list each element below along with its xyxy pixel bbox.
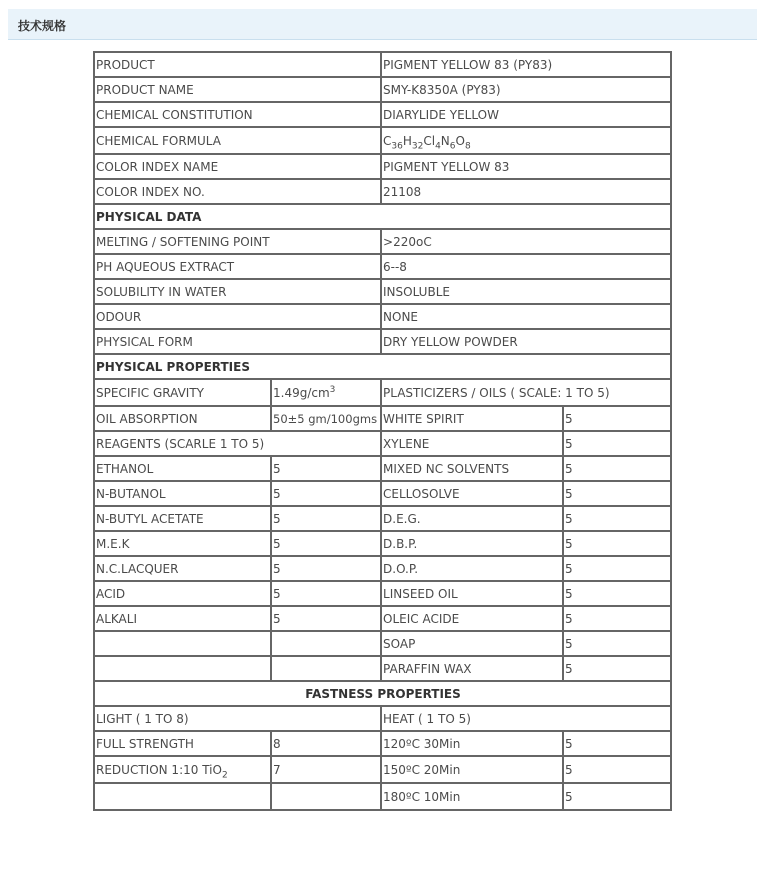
spec-row bbox=[94, 481, 671, 506]
spec-label: SOLUBILITY IN WATER bbox=[94, 279, 381, 304]
oil-name: LINSEED OIL bbox=[381, 581, 563, 606]
spec-row bbox=[94, 783, 671, 810]
spec-row bbox=[94, 556, 671, 581]
spec-value: PIGMENT YELLOW 83 (PY83) bbox=[381, 52, 671, 77]
spec-label: PRODUCT NAME bbox=[94, 77, 381, 102]
spec-label: CHEMICAL CONSTITUTION bbox=[94, 102, 381, 127]
oil-absorption-label: OIL ABSORPTION bbox=[94, 406, 271, 431]
oil-name: CELLOSOLVE bbox=[381, 481, 563, 506]
oil-name: D.E.G. bbox=[381, 506, 563, 531]
spec-value: 6--8 bbox=[381, 254, 671, 279]
spec-value: SMY-K8350A (PY83) bbox=[381, 77, 671, 102]
reagent-name: ALKALI bbox=[94, 606, 271, 631]
spec-row bbox=[94, 606, 671, 631]
reagent-value: 5 bbox=[271, 531, 381, 556]
spec-row bbox=[94, 406, 671, 431]
heat-heading: HEAT ( 1 TO 5) bbox=[381, 706, 671, 731]
spec-row bbox=[94, 102, 671, 127]
specific-gravity-value: $1.49g/cm^3$ bbox=[271, 379, 381, 406]
light-value bbox=[271, 783, 381, 810]
oil-name: OLEIC ACIDE bbox=[381, 606, 563, 631]
spec-row bbox=[94, 127, 671, 154]
oil-value: 5 bbox=[563, 456, 671, 481]
oil-name: D.O.P. bbox=[381, 556, 563, 581]
plasticizers-heading: PLASTICIZERS / OILS ( SCALE: 1 TO 5) bbox=[381, 379, 671, 406]
spec-value: INSOLUBLE bbox=[381, 279, 671, 304]
spec-row bbox=[94, 279, 671, 304]
reagent-value: 5 bbox=[271, 556, 381, 581]
spec-label: COLOR INDEX NO. bbox=[94, 179, 381, 204]
reagents-heading: REAGENTS (SCARLE 1 TO 5) bbox=[94, 431, 381, 456]
fastness-heading: FASTNESS PROPERTIES bbox=[94, 681, 671, 706]
section-heading-row bbox=[94, 354, 671, 379]
spec-label: MELTING / SOFTENING POINT bbox=[94, 229, 381, 254]
oil-value: 5 bbox=[563, 506, 671, 531]
section-heading-row bbox=[94, 681, 671, 706]
spec-row bbox=[94, 329, 671, 354]
reagent-value: 5 bbox=[271, 581, 381, 606]
spec-row bbox=[94, 531, 671, 556]
spec-label: ODOUR bbox=[94, 304, 381, 329]
spec-row bbox=[94, 179, 671, 204]
spec-row bbox=[94, 656, 671, 681]
spec-row bbox=[94, 52, 671, 77]
heat-name: 180ºC 10Min bbox=[381, 783, 563, 810]
spec-row bbox=[94, 431, 671, 456]
oil-absorption-value: 50±5 gm/100gms bbox=[271, 406, 381, 431]
spec-row bbox=[94, 756, 671, 783]
spec-value: >220oC bbox=[381, 229, 671, 254]
chemical-formula-value: $C_{36}H_{32}Cl_4N_6O_8$ bbox=[381, 127, 671, 154]
reagent-name bbox=[94, 656, 271, 681]
reagent-value: 5 bbox=[271, 456, 381, 481]
spec-row bbox=[94, 706, 671, 731]
spec-value: NONE bbox=[381, 304, 671, 329]
spec-row bbox=[94, 254, 671, 279]
reagent-name: N.C.LACQUER bbox=[94, 556, 271, 581]
oil-value: 5 bbox=[563, 481, 671, 506]
spec-row bbox=[94, 631, 671, 656]
physical-properties-heading: PHYSICAL PROPERTIES bbox=[94, 354, 671, 379]
oil-value: 5 bbox=[563, 556, 671, 581]
oil-value: 5 bbox=[563, 631, 671, 656]
spec-row bbox=[94, 229, 671, 254]
light-heading: LIGHT ( 1 TO 8) bbox=[94, 706, 381, 731]
oil-value: 5 bbox=[563, 431, 671, 456]
reagent-name: N-BUTANOL bbox=[94, 481, 271, 506]
reagent-value: 5 bbox=[271, 506, 381, 531]
section-title: 技术规格 bbox=[18, 19, 67, 33]
spec-row bbox=[94, 304, 671, 329]
reagent-value bbox=[271, 631, 381, 656]
spec-value: PIGMENT YELLOW 83 bbox=[381, 154, 671, 179]
reagent-value bbox=[271, 656, 381, 681]
light-value: 8 bbox=[271, 731, 381, 756]
spec-label: COLOR INDEX NAME bbox=[94, 154, 381, 179]
physical-data-heading: PHYSICAL DATA bbox=[94, 204, 671, 229]
oil-value: 5 bbox=[563, 606, 671, 631]
heat-name: 150ºC 20Min bbox=[381, 756, 563, 783]
spec-row bbox=[94, 379, 671, 406]
oil-name: WHITE SPIRIT bbox=[381, 406, 563, 431]
reagent-name: N-BUTYL ACETATE bbox=[94, 506, 271, 531]
reagent-name bbox=[94, 631, 271, 656]
oil-value: 5 bbox=[563, 656, 671, 681]
oil-name: SOAP bbox=[381, 631, 563, 656]
spec-value: DRY YELLOW POWDER bbox=[381, 329, 671, 354]
spec-row bbox=[94, 506, 671, 531]
oil-name: XYLENE bbox=[381, 431, 563, 456]
section-header bbox=[8, 9, 757, 40]
spec-label: CHEMICAL FORMULA bbox=[94, 127, 381, 154]
reagent-value: 5 bbox=[271, 606, 381, 631]
heat-name: 120ºC 30Min bbox=[381, 731, 563, 756]
oil-value: 5 bbox=[563, 406, 671, 431]
section-heading-row bbox=[94, 204, 671, 229]
spec-row bbox=[94, 731, 671, 756]
spec-row bbox=[94, 77, 671, 102]
specific-gravity-label: SPECIFIC GRAVITY bbox=[94, 379, 271, 406]
oil-value: 5 bbox=[563, 531, 671, 556]
oil-name: MIXED NC SOLVENTS bbox=[381, 456, 563, 481]
reduction-label: REDUCTION 1:10 TiO$_2$ bbox=[94, 756, 271, 783]
spec-table bbox=[93, 51, 672, 811]
spec-value: DIARYLIDE YELLOW bbox=[381, 102, 671, 127]
heat-value: 5 bbox=[563, 756, 671, 783]
spec-label: PRODUCT bbox=[94, 52, 381, 77]
spec-value: 21108 bbox=[381, 179, 671, 204]
reagent-name: ACID bbox=[94, 581, 271, 606]
spec-label: PHYSICAL FORM bbox=[94, 329, 381, 354]
reagent-name: ETHANOL bbox=[94, 456, 271, 481]
reagent-value: 5 bbox=[271, 481, 381, 506]
oil-name: PARAFFIN WAX bbox=[381, 656, 563, 681]
reagent-name: M.E.K bbox=[94, 531, 271, 556]
light-name bbox=[94, 783, 271, 810]
spec-label: PH AQUEOUS EXTRACT bbox=[94, 254, 381, 279]
spec-row bbox=[94, 154, 671, 179]
spec-row bbox=[94, 581, 671, 606]
spec-row bbox=[94, 456, 671, 481]
oil-value: 5 bbox=[563, 581, 671, 606]
heat-value: 5 bbox=[563, 731, 671, 756]
heat-value: 5 bbox=[563, 783, 671, 810]
light-value: 7 bbox=[271, 756, 381, 783]
oil-name: D.B.P. bbox=[381, 531, 563, 556]
light-name: FULL STRENGTH bbox=[94, 731, 271, 756]
